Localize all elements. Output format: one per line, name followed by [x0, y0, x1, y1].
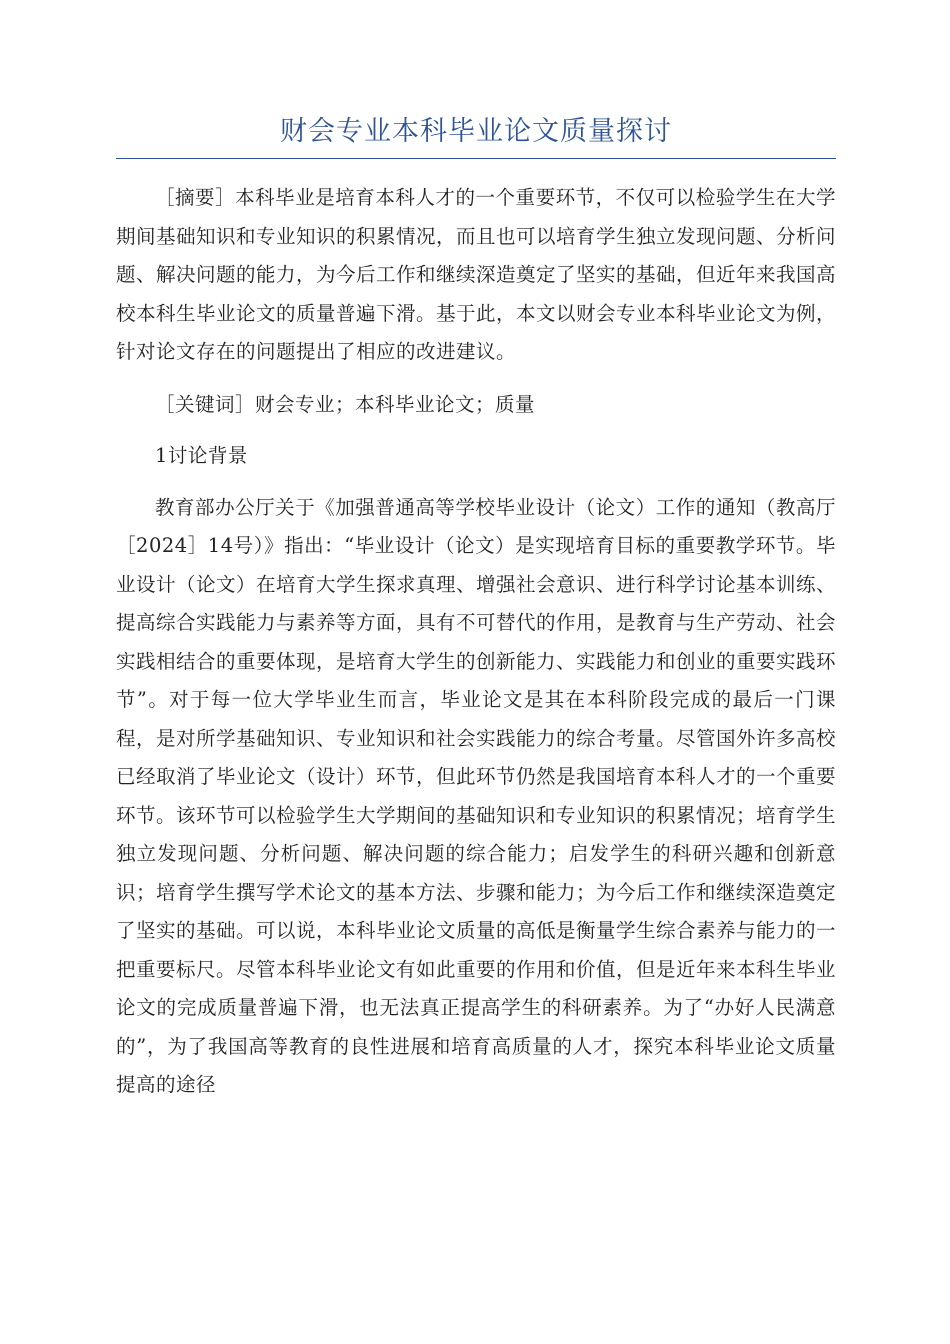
document-title: 财会专业本科毕业论文质量探讨	[116, 110, 836, 159]
section-heading: 1讨论背景	[155, 444, 248, 467]
abstract-paragraph: ［摘要］本科毕业是培育本科人才的一个重要环节，不仅可以检验学生在大学期间基础知识和专业知识的积累情况，而且也可以培育学生独立发现问题、分析问题、解决问题的能力，为今后工作和继续深造奠定了坚实的基础，但近年来我国高校本科生毕业论文的质量普遍下滑。基于此，本文以财会专业本科毕业论文为例，针对论文存在的问题提出了相应的改进建议。	[116, 186, 837, 363]
keywords-paragraph: ［关键词］财会专业；本科毕业论文；质量	[155, 392, 536, 416]
body-paragraph: 教育部办公厅关于《加强普通高等学校毕业设计（论文）工作的通知（教高厅［2024］14号）》指出：“毕业设计（论文）是实现培育目标的重要教学环节。毕业设计（论文）在培育大学生探求真理、增强社会意识、进行科学讨论基本训练、提高综合实践能力与素养等方面，具有不可替代的作用，是教育与生产劳动、社会实践相结合的重要体现，是培育大学生的创新能力、实践能力和创业的重要实践环节”。对于每一位大学毕业生而言，毕业论文是其在本科阶段完成的最后一门课程，是对所学基础知识、专业知识和社会实践能力的综合考量。尽管国外许多高校已经取消了毕业论文（设计）环节，但此环节仍然是我国培育本科人才的一个重要环节。该环节可以检验学生大学期间的基础知识和专业知识的积累情况；培育学生独立发现问题、分析问题、解决问题的综合能力；启发学生的科研兴趣和创新意识；培育学生撰写学术论文的基本方法、步骤和能力；为今后工作和继续深造奠定了坚实的基础。可以说，本科毕业论文质量的高低是衡量学生综合素养与能力的一把重要标尺。尽管本科毕业论文有如此重要的作用和价值，但是近年来本科生毕业论文的完成质量普遍下滑，也无法真正提高学生的科研素养。为了“办好人民满意的”，为了我国高等教育的良性进展和培育高质量的人才，探究本科毕业论文质量提高的途径	[116, 495, 837, 1096]
document-page	[116, 110, 836, 1105]
